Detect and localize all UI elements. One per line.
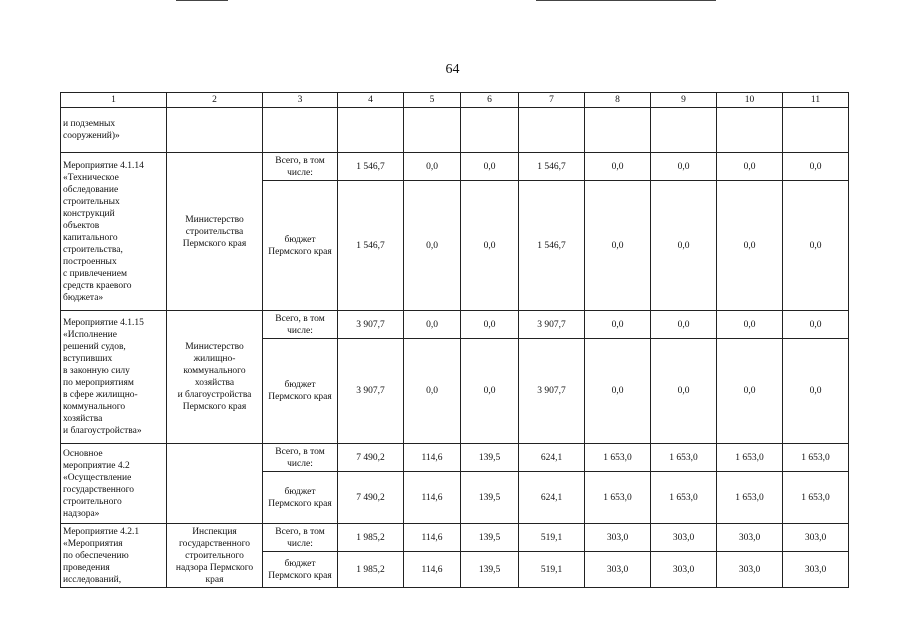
value-cell: 1 653,0 bbox=[651, 472, 717, 524]
column-header: 9 bbox=[651, 93, 717, 108]
funding-source-cell: Всего, в том числе: bbox=[263, 153, 338, 181]
value-cell: 0,0 bbox=[585, 153, 651, 181]
value-cell: 0,0 bbox=[404, 181, 461, 311]
value-cell bbox=[519, 108, 585, 153]
column-header: 5 bbox=[404, 93, 461, 108]
value-cell: 624,1 bbox=[519, 444, 585, 472]
executor-cell: Министерство жилищно- коммунального хозяйства и благоустройства Пермского края bbox=[167, 311, 263, 444]
value-cell: 3 907,7 bbox=[519, 339, 585, 444]
value-cell: 303,0 bbox=[651, 552, 717, 588]
value-cell: 303,0 bbox=[585, 524, 651, 552]
table-row bbox=[61, 444, 849, 472]
column-header: 4 bbox=[338, 93, 404, 108]
value-cell: 0,0 bbox=[404, 311, 461, 339]
column-header: 10 bbox=[717, 93, 783, 108]
table-row bbox=[61, 108, 849, 153]
value-cell: 1 653,0 bbox=[717, 444, 783, 472]
executor-cell bbox=[167, 108, 263, 153]
value-cell: 0,0 bbox=[717, 181, 783, 311]
value-cell: 303,0 bbox=[717, 552, 783, 588]
value-cell: 3 907,7 bbox=[519, 311, 585, 339]
value-cell: 0,0 bbox=[651, 339, 717, 444]
value-cell: 0,0 bbox=[783, 311, 849, 339]
executor-cell: Министерство строительства Пермского края bbox=[167, 153, 263, 311]
value-cell: 1 546,7 bbox=[519, 181, 585, 311]
value-cell: 1 653,0 bbox=[783, 472, 849, 524]
value-cell: 519,1 bbox=[519, 524, 585, 552]
funding-source-cell bbox=[263, 108, 338, 153]
value-cell bbox=[585, 108, 651, 153]
column-header: 6 bbox=[461, 93, 519, 108]
scan-artifact-line bbox=[176, 0, 228, 1]
value-cell: 1 546,7 bbox=[338, 181, 404, 311]
value-cell: 1 546,7 bbox=[338, 153, 404, 181]
value-cell: 0,0 bbox=[651, 153, 717, 181]
value-cell: 0,0 bbox=[783, 339, 849, 444]
value-cell: 7 490,2 bbox=[338, 472, 404, 524]
funding-source-cell: бюджет Пермского края bbox=[263, 181, 338, 311]
value-cell: 1 653,0 bbox=[783, 444, 849, 472]
value-cell: 0,0 bbox=[717, 311, 783, 339]
value-cell: 0,0 bbox=[461, 339, 519, 444]
value-cell: 0,0 bbox=[585, 311, 651, 339]
value-cell: 139,5 bbox=[461, 552, 519, 588]
value-cell: 303,0 bbox=[585, 552, 651, 588]
value-cell: 0,0 bbox=[783, 181, 849, 311]
value-cell: 3 907,7 bbox=[338, 311, 404, 339]
funding-source-cell: бюджет Пермского края bbox=[263, 552, 338, 588]
value-cell: 3 907,7 bbox=[338, 339, 404, 444]
value-cell bbox=[717, 108, 783, 153]
activity-name-cell: Мероприятие 4.1.15 «Исполнение решений судов, вступивших в законную силу по мероприятиям в сфере жилищно- коммунального хозяйства и благоустройства» bbox=[61, 311, 167, 444]
value-cell: 303,0 bbox=[651, 524, 717, 552]
executor-cell: Инспекция государственного строительного надзора Пермского края bbox=[167, 524, 263, 588]
table-row bbox=[61, 311, 849, 339]
value-cell: 7 490,2 bbox=[338, 444, 404, 472]
value-cell: 519,1 bbox=[519, 552, 585, 588]
column-header: 3 bbox=[263, 93, 338, 108]
value-cell: 0,0 bbox=[404, 339, 461, 444]
value-cell: 1 985,2 bbox=[338, 552, 404, 588]
value-cell: 0,0 bbox=[461, 153, 519, 181]
activity-name-cell: Основное мероприятие 4.2 «Осуществление государственного строительного надзора» bbox=[61, 444, 167, 524]
value-cell: 114,6 bbox=[404, 524, 461, 552]
value-cell: 1 985,2 bbox=[338, 524, 404, 552]
value-cell bbox=[651, 108, 717, 153]
header-row bbox=[61, 93, 849, 108]
value-cell: 624,1 bbox=[519, 472, 585, 524]
value-cell: 0,0 bbox=[651, 181, 717, 311]
funding-source-cell: Всего, в том числе: bbox=[263, 311, 338, 339]
value-cell: 114,6 bbox=[404, 472, 461, 524]
funding-source-cell: Всего, в том числе: bbox=[263, 444, 338, 472]
funding-source-cell: бюджет Пермского края bbox=[263, 339, 338, 444]
value-cell: 0,0 bbox=[461, 311, 519, 339]
column-header: 11 bbox=[783, 93, 849, 108]
value-cell bbox=[338, 108, 404, 153]
value-cell: 114,6 bbox=[404, 552, 461, 588]
activity-name-cell: Мероприятие 4.2.1 «Мероприятия по обеспечению проведения исследований, bbox=[61, 524, 167, 588]
value-cell: 0,0 bbox=[717, 153, 783, 181]
value-cell: 139,5 bbox=[461, 524, 519, 552]
value-cell: 1 653,0 bbox=[717, 472, 783, 524]
funding-source-cell: бюджет Пермского края bbox=[263, 472, 338, 524]
value-cell: 0,0 bbox=[404, 153, 461, 181]
value-cell: 0,0 bbox=[585, 339, 651, 444]
value-cell bbox=[404, 108, 461, 153]
column-header: 1 bbox=[61, 93, 167, 108]
value-cell: 303,0 bbox=[717, 524, 783, 552]
activity-name-cell: Мероприятие 4.1.14 «Техническое обследование строительных конструкций объектов капитального строительства, построенных с привлечением средств краевого бюджета» bbox=[61, 153, 167, 311]
executor-cell bbox=[167, 444, 263, 524]
column-header: 8 bbox=[585, 93, 651, 108]
value-cell: 0,0 bbox=[783, 153, 849, 181]
value-cell: 0,0 bbox=[585, 181, 651, 311]
value-cell: 114,6 bbox=[404, 444, 461, 472]
scan-artifact-line bbox=[536, 0, 716, 1]
budget-table bbox=[60, 92, 849, 588]
value-cell: 1 546,7 bbox=[519, 153, 585, 181]
page-number: 64 bbox=[445, 62, 460, 77]
value-cell bbox=[783, 108, 849, 153]
value-cell: 303,0 bbox=[783, 524, 849, 552]
value-cell: 0,0 bbox=[717, 339, 783, 444]
column-header: 2 bbox=[167, 93, 263, 108]
value-cell: 1 653,0 bbox=[651, 444, 717, 472]
table-row bbox=[61, 153, 849, 181]
value-cell: 0,0 bbox=[651, 311, 717, 339]
table-row bbox=[61, 524, 849, 552]
value-cell: 1 653,0 bbox=[585, 444, 651, 472]
column-header: 7 bbox=[519, 93, 585, 108]
value-cell: 0,0 bbox=[461, 181, 519, 311]
funding-source-cell: Всего, в том числе: bbox=[263, 524, 338, 552]
value-cell: 139,5 bbox=[461, 472, 519, 524]
activity-name-cell: и подземных сооружений)» bbox=[61, 108, 167, 153]
value-cell: 303,0 bbox=[783, 552, 849, 588]
value-cell: 139,5 bbox=[461, 444, 519, 472]
value-cell bbox=[461, 108, 519, 153]
value-cell: 1 653,0 bbox=[585, 472, 651, 524]
